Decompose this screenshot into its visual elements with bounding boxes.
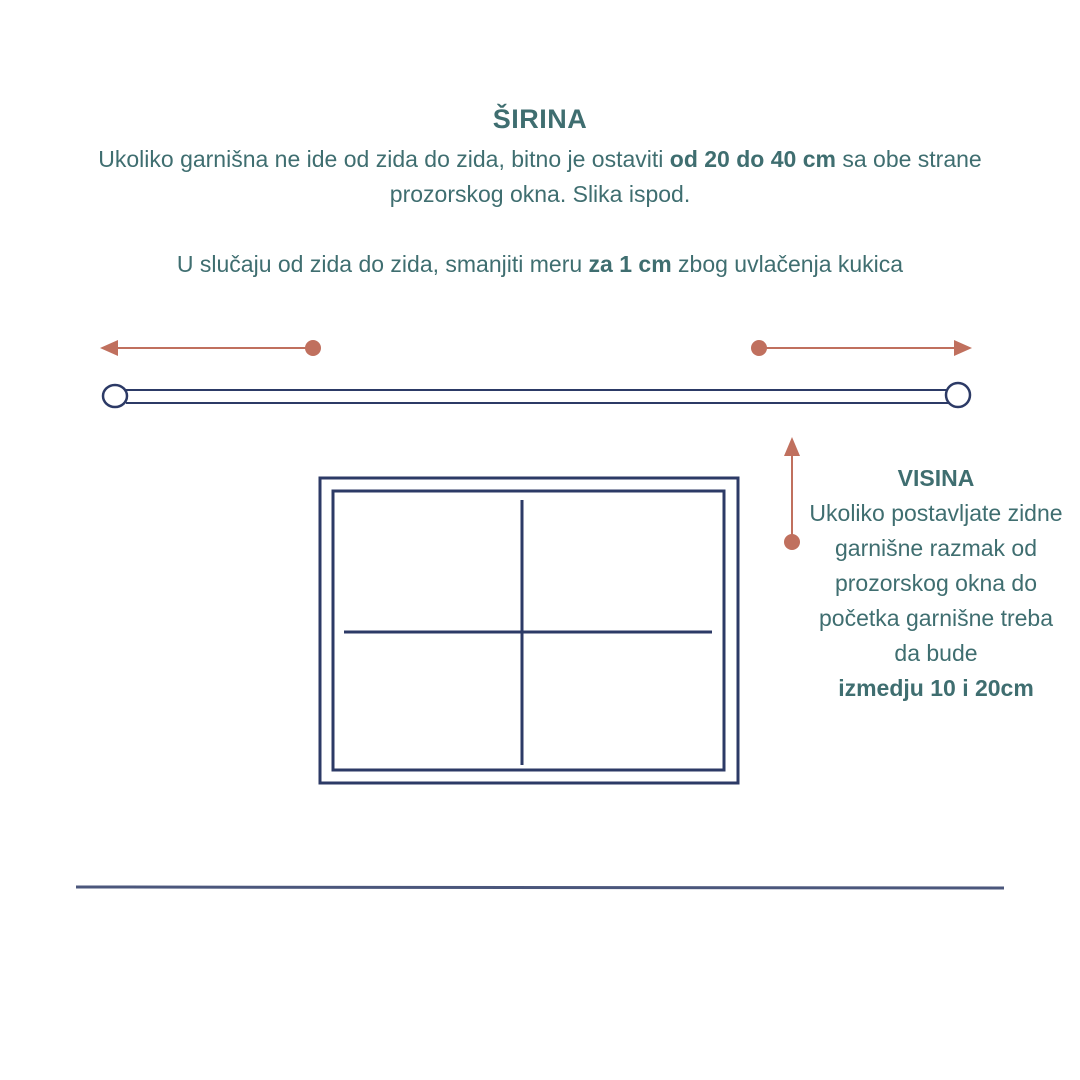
right-rod-finial	[946, 383, 970, 407]
height-arrowhead	[784, 437, 800, 456]
height-text-bold: izmedju 10 i 20cm	[838, 675, 1034, 701]
curtain-rod	[103, 383, 970, 407]
height-arrow	[784, 437, 800, 550]
floor-line	[76, 887, 1004, 888]
width-text-before: Ukoliko garnišna ne ide od zida do zida, bitno je ostaviti	[98, 146, 670, 172]
width-text-after: sa obe strane prozorskog okna. Slika ispod.	[389, 146, 982, 207]
right-extension-arrow	[751, 340, 972, 356]
wall-text-before: U slučaju od zida do zida, smanjiti meru	[176, 251, 589, 277]
left-arrowhead	[100, 340, 118, 356]
left-extension-arrow	[100, 340, 321, 356]
height-title: VISINA	[897, 465, 975, 491]
wall-text-after: zbog uvlačenja kukica	[671, 251, 904, 277]
width-title: ŠIRINA	[492, 104, 588, 134]
height-arrow-dot	[784, 534, 800, 550]
left-rod-finial	[103, 385, 127, 407]
width-text-bold: od 20 do 40 cm	[669, 146, 836, 172]
right-arrow-dot	[751, 340, 767, 356]
window	[320, 478, 738, 783]
left-arrow-dot	[305, 340, 321, 356]
wall-text-bold: za 1 cm	[588, 251, 672, 277]
height-text: Ukoliko postavljate zidne garnišne razmak od prozorskog okna do početka garnišne treba da bude	[809, 500, 1063, 666]
right-arrowhead	[954, 340, 972, 356]
